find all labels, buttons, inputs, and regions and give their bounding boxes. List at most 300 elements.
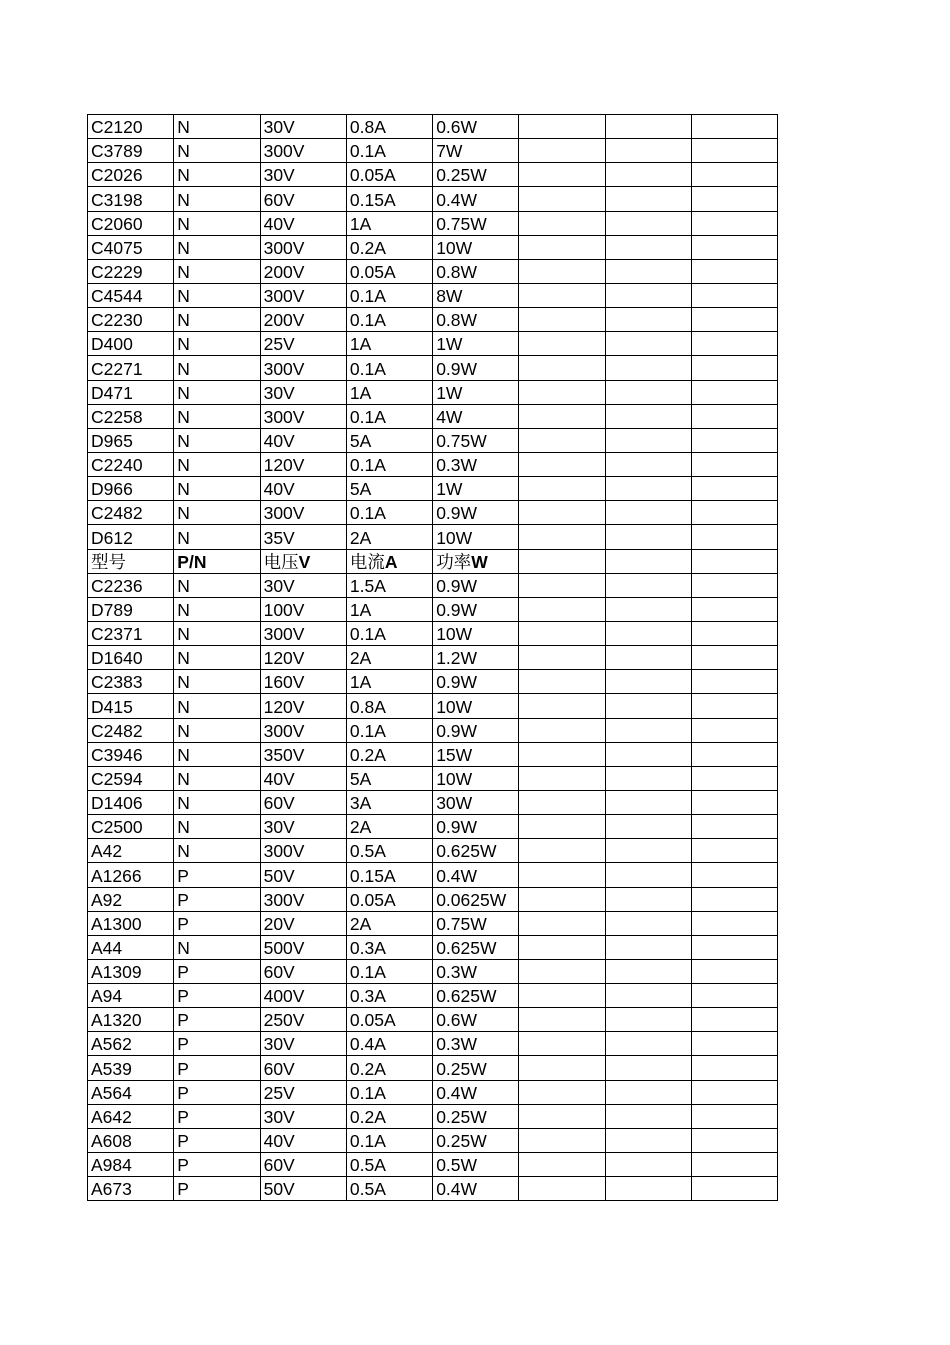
pn-cell[interactable]: P [174,1104,260,1128]
empty-cell[interactable] [692,694,778,718]
voltage-cell[interactable]: 300V [260,839,346,863]
model-cell[interactable]: D415 [88,694,174,718]
voltage-cell[interactable]: 300V [260,139,346,163]
empty-cell[interactable] [692,839,778,863]
model-cell[interactable]: C2482 [88,501,174,525]
voltage-cell[interactable]: 25V [260,1080,346,1104]
empty-cell[interactable] [692,815,778,839]
voltage-cell[interactable]: 300V [260,283,346,307]
voltage-cell[interactable]: 35V [260,525,346,549]
model-cell[interactable]: D966 [88,477,174,501]
empty-cell[interactable] [605,1032,691,1056]
voltage-cell[interactable]: 25V [260,332,346,356]
pn-cell[interactable]: P [174,1153,260,1177]
empty-cell[interactable] [692,501,778,525]
empty-cell[interactable] [605,597,691,621]
voltage-cell[interactable]: 300V [260,404,346,428]
voltage-cell[interactable]: 30V [260,380,346,404]
empty-cell[interactable] [519,670,605,694]
model-cell[interactable]: A42 [88,839,174,863]
model-cell[interactable]: C4544 [88,283,174,307]
pn-cell[interactable]: P [174,1128,260,1152]
power-cell[interactable]: 0.25W [433,1104,519,1128]
power-cell[interactable]: 0.625W [433,935,519,959]
empty-cell[interactable] [692,1080,778,1104]
current-cell[interactable]: 1A [346,670,432,694]
empty-cell[interactable] [692,1032,778,1056]
power-cell[interactable]: 10W [433,235,519,259]
empty-cell[interactable] [692,742,778,766]
empty-cell[interactable] [519,404,605,428]
empty-cell[interactable] [692,211,778,235]
model-cell[interactable]: A642 [88,1104,174,1128]
pn-cell[interactable]: N [174,501,260,525]
pn-cell[interactable]: P [174,959,260,983]
empty-cell[interactable] [692,332,778,356]
power-cell[interactable]: 0.0625W [433,887,519,911]
model-cell[interactable]: A94 [88,984,174,1008]
model-cell[interactable]: D612 [88,525,174,549]
power-cell[interactable]: 0.625W [433,984,519,1008]
empty-cell[interactable] [519,1153,605,1177]
voltage-cell[interactable]: 120V [260,694,346,718]
voltage-cell[interactable]: 40V [260,477,346,501]
pn-cell[interactable]: N [174,283,260,307]
model-cell[interactable]: C3789 [88,139,174,163]
model-cell[interactable]: C2482 [88,718,174,742]
voltage-cell[interactable]: 30V [260,573,346,597]
empty-cell[interactable] [692,1177,778,1201]
empty-cell[interactable] [519,283,605,307]
model-cell[interactable]: D789 [88,597,174,621]
current-cell[interactable]: 0.15A [346,863,432,887]
model-cell[interactable]: C2026 [88,163,174,187]
power-cell[interactable]: 0.9W [433,501,519,525]
empty-cell[interactable] [605,332,691,356]
pn-cell[interactable]: P [174,1177,260,1201]
header-voltage-cell[interactable] [260,549,346,573]
power-cell[interactable]: 0.5W [433,1153,519,1177]
empty-cell[interactable] [692,404,778,428]
empty-cell[interactable] [519,187,605,211]
model-cell[interactable]: A673 [88,1177,174,1201]
empty-cell[interactable] [605,501,691,525]
power-cell[interactable]: 0.6W [433,1008,519,1032]
empty-cell[interactable] [692,670,778,694]
empty-cell[interactable] [519,259,605,283]
pn-cell[interactable]: N [174,815,260,839]
empty-cell[interactable] [692,163,778,187]
empty-cell[interactable] [519,428,605,452]
current-cell[interactable]: 0.2A [346,1056,432,1080]
model-cell[interactable]: D1406 [88,790,174,814]
pn-cell[interactable]: N [174,694,260,718]
power-cell[interactable]: 0.25W [433,163,519,187]
empty-cell[interactable] [605,815,691,839]
model-cell[interactable]: A984 [88,1153,174,1177]
model-cell[interactable]: C2383 [88,670,174,694]
empty-cell[interactable] [519,549,605,573]
current-cell[interactable]: 0.2A [346,742,432,766]
empty-cell[interactable] [519,742,605,766]
model-cell[interactable]: A44 [88,935,174,959]
empty-cell[interactable] [519,887,605,911]
power-cell[interactable]: 0.9W [433,670,519,694]
pn-cell[interactable]: N [174,163,260,187]
empty-cell[interactable] [519,1104,605,1128]
empty-cell[interactable] [605,766,691,790]
empty-cell[interactable] [692,790,778,814]
power-cell[interactable]: 0.75W [433,211,519,235]
pn-cell[interactable]: N [174,139,260,163]
empty-cell[interactable] [519,597,605,621]
empty-cell[interactable] [605,718,691,742]
current-cell[interactable]: 0.8A [346,115,432,139]
current-cell[interactable]: 0.1A [346,1128,432,1152]
voltage-cell[interactable]: 250V [260,1008,346,1032]
empty-cell[interactable] [605,1177,691,1201]
power-cell[interactable]: 0.25W [433,1128,519,1152]
empty-cell[interactable] [605,187,691,211]
current-cell[interactable]: 0.1A [346,959,432,983]
empty-cell[interactable] [605,259,691,283]
power-cell[interactable]: 0.3W [433,452,519,476]
empty-cell[interactable] [519,766,605,790]
empty-cell[interactable] [519,1032,605,1056]
pn-cell[interactable]: P [174,984,260,1008]
empty-cell[interactable] [692,549,778,573]
model-cell[interactable]: A1300 [88,911,174,935]
empty-cell[interactable] [605,1056,691,1080]
empty-cell[interactable] [692,259,778,283]
power-cell[interactable]: 0.4W [433,187,519,211]
pn-cell[interactable]: N [174,742,260,766]
voltage-cell[interactable]: 160V [260,670,346,694]
empty-cell[interactable] [692,525,778,549]
empty-cell[interactable] [519,1056,605,1080]
pn-cell[interactable]: N [174,477,260,501]
voltage-cell[interactable]: 300V [260,887,346,911]
current-cell[interactable]: 0.4A [346,1032,432,1056]
empty-cell[interactable] [692,115,778,139]
current-cell[interactable]: 0.1A [346,452,432,476]
power-cell[interactable]: 0.4W [433,863,519,887]
pn-cell[interactable]: P [174,887,260,911]
voltage-cell[interactable]: 400V [260,984,346,1008]
current-cell[interactable]: 0.1A [346,404,432,428]
current-cell[interactable]: 0.1A [346,1080,432,1104]
empty-cell[interactable] [605,984,691,1008]
empty-cell[interactable] [692,935,778,959]
power-cell[interactable]: 30W [433,790,519,814]
pn-cell[interactable]: N [174,766,260,790]
power-cell[interactable]: 0.9W [433,573,519,597]
empty-cell[interactable] [519,790,605,814]
empty-cell[interactable] [605,935,691,959]
empty-cell[interactable] [519,501,605,525]
header-power-cell[interactable] [433,549,519,573]
power-cell[interactable]: 1W [433,332,519,356]
voltage-cell[interactable]: 30V [260,815,346,839]
current-cell[interactable]: 5A [346,428,432,452]
pn-cell[interactable]: N [174,356,260,380]
voltage-cell[interactable]: 30V [260,1032,346,1056]
empty-cell[interactable] [519,525,605,549]
pn-cell[interactable]: N [174,935,260,959]
voltage-cell[interactable]: 30V [260,115,346,139]
power-cell[interactable]: 0.9W [433,597,519,621]
empty-cell[interactable] [605,308,691,332]
empty-cell[interactable] [519,115,605,139]
empty-cell[interactable] [605,1080,691,1104]
current-cell[interactable]: 0.8A [346,694,432,718]
current-cell[interactable]: 2A [346,911,432,935]
model-cell[interactable]: C2230 [88,308,174,332]
empty-cell[interactable] [692,187,778,211]
empty-cell[interactable] [692,597,778,621]
pn-cell[interactable]: N [174,621,260,645]
model-cell[interactable]: C2229 [88,259,174,283]
empty-cell[interactable] [605,1008,691,1032]
power-cell[interactable]: 0.4W [433,1080,519,1104]
current-cell[interactable]: 0.1A [346,621,432,645]
empty-cell[interactable] [519,718,605,742]
pn-cell[interactable]: P [174,863,260,887]
empty-cell[interactable] [692,356,778,380]
empty-cell[interactable] [519,935,605,959]
pn-cell[interactable]: N [174,839,260,863]
empty-cell[interactable] [519,911,605,935]
current-cell[interactable]: 0.1A [346,501,432,525]
pn-cell[interactable]: N [174,380,260,404]
voltage-cell[interactable]: 100V [260,597,346,621]
pn-cell[interactable]: P [174,1032,260,1056]
voltage-cell[interactable]: 30V [260,1104,346,1128]
voltage-cell[interactable]: 300V [260,718,346,742]
empty-cell[interactable] [519,163,605,187]
empty-cell[interactable] [519,863,605,887]
empty-cell[interactable] [519,235,605,259]
pn-cell[interactable]: N [174,211,260,235]
pn-cell[interactable]: N [174,235,260,259]
voltage-cell[interactable]: 60V [260,790,346,814]
voltage-cell[interactable]: 300V [260,356,346,380]
current-cell[interactable]: 1A [346,380,432,404]
empty-cell[interactable] [605,839,691,863]
model-cell[interactable]: A539 [88,1056,174,1080]
empty-cell[interactable] [692,573,778,597]
current-cell[interactable]: 0.05A [346,163,432,187]
empty-cell[interactable] [605,283,691,307]
current-cell[interactable]: 5A [346,477,432,501]
power-cell[interactable]: 0.8W [433,308,519,332]
model-cell[interactable]: A1266 [88,863,174,887]
empty-cell[interactable] [605,477,691,501]
empty-cell[interactable] [605,163,691,187]
empty-cell[interactable] [605,670,691,694]
model-cell[interactable]: D965 [88,428,174,452]
power-cell[interactable]: 15W [433,742,519,766]
empty-cell[interactable] [519,211,605,235]
pn-cell[interactable]: P [174,1056,260,1080]
model-cell[interactable]: C4075 [88,235,174,259]
empty-cell[interactable] [605,742,691,766]
current-cell[interactable]: 0.1A [346,718,432,742]
model-cell[interactable]: C2060 [88,211,174,235]
voltage-cell[interactable]: 200V [260,308,346,332]
empty-cell[interactable] [519,139,605,163]
empty-cell[interactable] [692,452,778,476]
empty-cell[interactable] [605,621,691,645]
power-cell[interactable]: 0.9W [433,356,519,380]
power-cell[interactable]: 0.25W [433,1056,519,1080]
empty-cell[interactable] [605,911,691,935]
empty-cell[interactable] [519,694,605,718]
pn-cell[interactable]: N [174,259,260,283]
empty-cell[interactable] [692,1008,778,1032]
current-cell[interactable]: 0.3A [346,935,432,959]
voltage-cell[interactable]: 20V [260,911,346,935]
voltage-cell[interactable]: 120V [260,452,346,476]
voltage-cell[interactable]: 300V [260,235,346,259]
model-cell[interactable]: C3946 [88,742,174,766]
voltage-cell[interactable]: 40V [260,428,346,452]
empty-cell[interactable] [605,452,691,476]
current-cell[interactable]: 0.3A [346,984,432,1008]
empty-cell[interactable] [519,452,605,476]
model-cell[interactable]: C2271 [88,356,174,380]
pn-cell[interactable]: N [174,428,260,452]
empty-cell[interactable] [605,694,691,718]
current-cell[interactable]: 2A [346,815,432,839]
empty-cell[interactable] [692,766,778,790]
current-cell[interactable]: 0.2A [346,235,432,259]
empty-cell[interactable] [605,211,691,235]
model-cell[interactable]: D400 [88,332,174,356]
voltage-cell[interactable]: 300V [260,621,346,645]
voltage-cell[interactable]: 300V [260,501,346,525]
power-cell[interactable]: 0.4W [433,1177,519,1201]
header-current-cell[interactable] [346,549,432,573]
voltage-cell[interactable]: 40V [260,211,346,235]
model-cell[interactable]: A1320 [88,1008,174,1032]
empty-cell[interactable] [692,477,778,501]
model-cell[interactable]: C2500 [88,815,174,839]
empty-cell[interactable] [692,863,778,887]
power-cell[interactable]: 0.8W [433,259,519,283]
empty-cell[interactable] [519,815,605,839]
empty-cell[interactable] [692,1056,778,1080]
empty-cell[interactable] [605,235,691,259]
voltage-cell[interactable]: 40V [260,1128,346,1152]
voltage-cell[interactable]: 120V [260,646,346,670]
pn-cell[interactable]: N [174,597,260,621]
empty-cell[interactable] [519,984,605,1008]
empty-cell[interactable] [605,525,691,549]
model-cell[interactable]: A92 [88,887,174,911]
voltage-cell[interactable]: 60V [260,1153,346,1177]
current-cell[interactable]: 1.5A [346,573,432,597]
current-cell[interactable]: 2A [346,646,432,670]
power-cell[interactable]: 10W [433,694,519,718]
model-cell[interactable]: A564 [88,1080,174,1104]
power-cell[interactable]: 0.3W [433,959,519,983]
empty-cell[interactable] [692,139,778,163]
voltage-cell[interactable]: 60V [260,1056,346,1080]
model-cell[interactable]: D1640 [88,646,174,670]
empty-cell[interactable] [692,621,778,645]
current-cell[interactable]: 0.5A [346,839,432,863]
empty-cell[interactable] [519,573,605,597]
empty-cell[interactable] [605,428,691,452]
pn-cell[interactable]: N [174,646,260,670]
pn-cell[interactable]: N [174,308,260,332]
pn-cell[interactable]: P [174,1080,260,1104]
empty-cell[interactable] [692,235,778,259]
empty-cell[interactable] [605,790,691,814]
current-cell[interactable]: 1A [346,211,432,235]
pn-cell[interactable]: N [174,525,260,549]
empty-cell[interactable] [519,1080,605,1104]
empty-cell[interactable] [692,1153,778,1177]
empty-cell[interactable] [605,115,691,139]
current-cell[interactable]: 5A [346,766,432,790]
current-cell[interactable]: 0.1A [346,356,432,380]
power-cell[interactable]: 1W [433,477,519,501]
current-cell[interactable]: 0.05A [346,259,432,283]
pn-cell[interactable]: N [174,332,260,356]
empty-cell[interactable] [692,718,778,742]
current-cell[interactable]: 0.5A [346,1153,432,1177]
empty-cell[interactable] [519,380,605,404]
voltage-cell[interactable]: 350V [260,742,346,766]
current-cell[interactable]: 1A [346,597,432,621]
current-cell[interactable]: 1A [346,332,432,356]
pn-cell[interactable]: N [174,790,260,814]
empty-cell[interactable] [605,959,691,983]
pn-cell[interactable]: N [174,573,260,597]
pn-cell[interactable]: N [174,718,260,742]
model-cell[interactable]: C2120 [88,115,174,139]
voltage-cell[interactable]: 50V [260,1177,346,1201]
power-cell[interactable]: 4W [433,404,519,428]
model-cell[interactable]: A562 [88,1032,174,1056]
empty-cell[interactable] [692,1104,778,1128]
empty-cell[interactable] [605,646,691,670]
voltage-cell[interactable]: 60V [260,959,346,983]
model-cell[interactable]: D471 [88,380,174,404]
empty-cell[interactable] [692,308,778,332]
empty-cell[interactable] [519,646,605,670]
model-cell[interactable]: A608 [88,1128,174,1152]
model-cell[interactable]: C2258 [88,404,174,428]
empty-cell[interactable] [519,1177,605,1201]
power-cell[interactable]: 10W [433,621,519,645]
current-cell[interactable]: 0.15A [346,187,432,211]
empty-cell[interactable] [605,1153,691,1177]
voltage-cell[interactable]: 500V [260,935,346,959]
model-cell[interactable]: C2594 [88,766,174,790]
pn-cell[interactable]: N [174,187,260,211]
power-cell[interactable]: 8W [433,283,519,307]
voltage-cell[interactable]: 30V [260,163,346,187]
empty-cell[interactable] [692,887,778,911]
model-cell[interactable]: A1309 [88,959,174,983]
power-cell[interactable]: 0.6W [433,115,519,139]
empty-cell[interactable] [692,959,778,983]
voltage-cell[interactable]: 60V [260,187,346,211]
power-cell[interactable]: 7W [433,139,519,163]
